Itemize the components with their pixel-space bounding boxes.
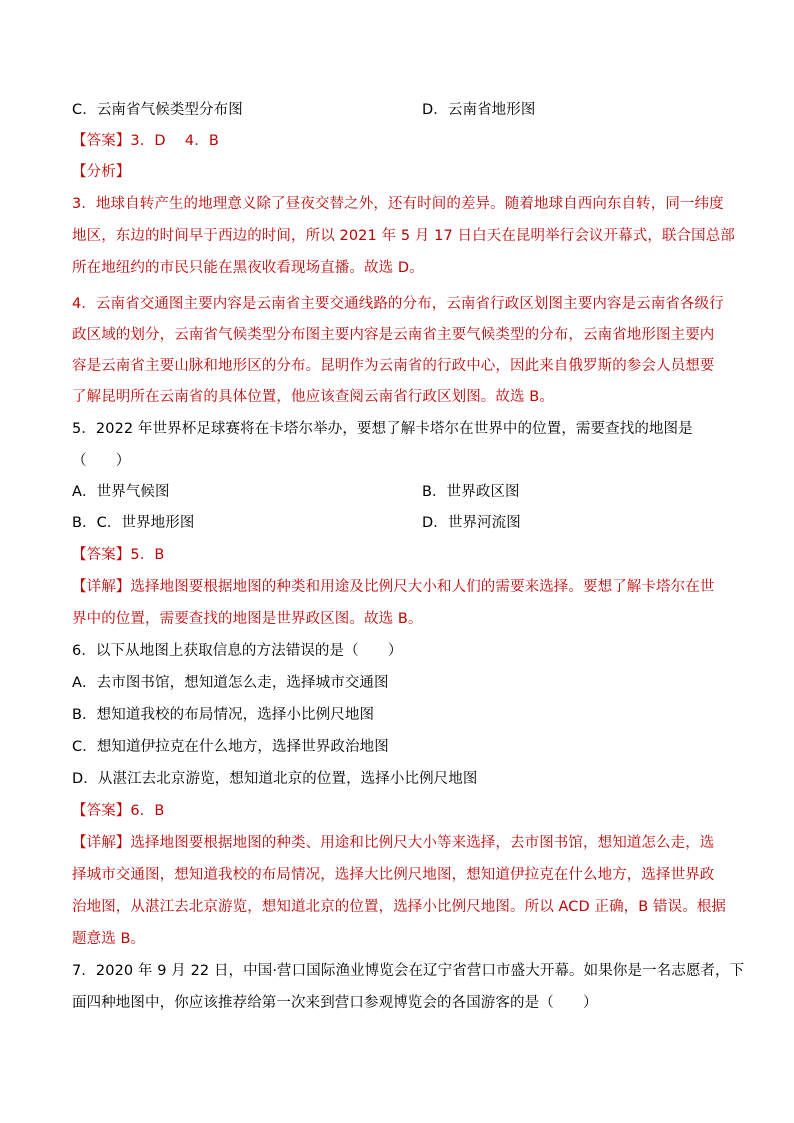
analysis-4-line-2: 政区域的划分，云南省气候类型分布图主要内容是云南省主要气候类型的分布，云南省地形图主要内 xyxy=(72,327,715,343)
question-5-stem-1: 5．2022 年世界杯足球赛将在卡塔尔举办，要想了解卡塔尔在世界中的位置，需要查找的地图是 xyxy=(72,421,693,437)
answer-text: 3．D 4．B xyxy=(130,133,219,149)
q-prev-options-cd xyxy=(72,100,732,120)
question-6-stem: 6．以下从地图上获取信息的方法错误的是（ ） xyxy=(72,643,403,659)
analysis-4-line-3: 容是云南省主要山脉和地形区的分布。昆明作为云南省的行政中心，因此来自俄罗斯的参会人员想要 xyxy=(72,358,715,374)
detail-5-line-2: 界中的位置，需要查找的地图是世界政区图。故选 B。 xyxy=(72,611,423,627)
option-c: B．C．世界地形图 xyxy=(72,515,195,531)
question-6-option-b: B．想知道我校的布局情况，选择小比例尺地图 xyxy=(72,707,375,723)
option-d: D．云南省地形图 xyxy=(422,102,536,118)
detail-text: 选择地图要根据地图的种类和用途及比例尺大小和人们的需要来选择。要想了解卡塔尔在世 xyxy=(130,579,715,595)
question-6-option-a: A．去市图书馆，想知道怎么走，选择城市交通图 xyxy=(72,675,389,691)
question-5-stem-2: （ ） xyxy=(72,453,131,469)
answer-tag: 【答案】 xyxy=(72,547,131,563)
answer-text: 5．B xyxy=(130,547,165,563)
answer-5 xyxy=(72,545,732,565)
question-7-stem-2: 面四种地图中，你应该推荐给第一次来到营口参观博览会的各国游客的是（ ） xyxy=(72,995,598,1011)
answer-text: 6．B xyxy=(130,803,165,819)
answer-tag: 【答案】 xyxy=(72,133,131,149)
analysis-tag: 【分析】 xyxy=(72,164,131,180)
question-5-options-cd xyxy=(72,513,732,533)
detail-6-line-1 xyxy=(72,833,732,853)
detail-5-line-1 xyxy=(72,577,732,597)
option-a: A．世界气候图 xyxy=(72,484,170,500)
detail-6-line-3: 治地图，从湛江去北京游览，想知道北京的位置，选择小比例尺地图。所以 ACD 正确，B 错误。根据 xyxy=(72,899,727,915)
answer-tag: 【答案】 xyxy=(72,803,131,819)
question-7-stem-1: 7．2020 年 9 月 22 日，中国·营口国际渔业博览会在辽宁省营口市盛大开幕。如果你是一名志愿者，下 xyxy=(72,963,745,979)
analysis-3-line-2: 地区，东边的时间早于西边的时间，所以 2021 年 5 月 17 日白天在昆明举行会议开幕式，联合国总部 xyxy=(72,228,735,244)
option-b: B．世界政区图 xyxy=(422,484,520,500)
analysis-4-line-1: 4．云南省交通图主要内容是云南省主要交通线路的分布，云南省行政区划图主要内容是云南省各级行 xyxy=(72,296,724,312)
option-c: C．云南省气候类型分布图 xyxy=(72,102,243,118)
answer-3-4 xyxy=(72,131,732,151)
analysis-3-line-3: 所在地纽约的市民只能在黑夜收看现场直播。故选 D。 xyxy=(72,260,424,276)
detail-tag: 【详解】 xyxy=(72,579,131,595)
detail-text: 选择地图要根据地图的种类、用途和比例尺大小等来选择，去市图书馆，想知道怎么走，选 xyxy=(130,835,715,851)
analysis-4-line-4: 了解昆明所在云南省的具体位置，他应该查阅云南省行政区划图。故选 B。 xyxy=(72,389,554,405)
detail-6-line-4: 题意选 B。 xyxy=(72,931,146,947)
detail-tag: 【详解】 xyxy=(72,835,131,851)
question-5-options-ab xyxy=(72,482,732,502)
detail-6-line-2: 择城市交通图，想知道我校的布局情况，选择大比例尺地图，想知道伊拉克在什么地方，选择世界政 xyxy=(72,867,715,883)
analysis-3-line-1: 3．地球自转产生的地理意义除了昼夜交替之外，还有时间的差异。随着地球自西向东自转，同一纬度 xyxy=(72,196,724,212)
answer-6 xyxy=(72,801,732,821)
question-6-option-d: D．从湛江去北京游览，想知道北京的位置，选择小比例尺地图 xyxy=(72,771,478,787)
option-d: D．世界河流图 xyxy=(422,515,521,531)
question-6-option-c: C．想知道伊拉克在什么地方，选择世界政治地图 xyxy=(72,739,389,755)
